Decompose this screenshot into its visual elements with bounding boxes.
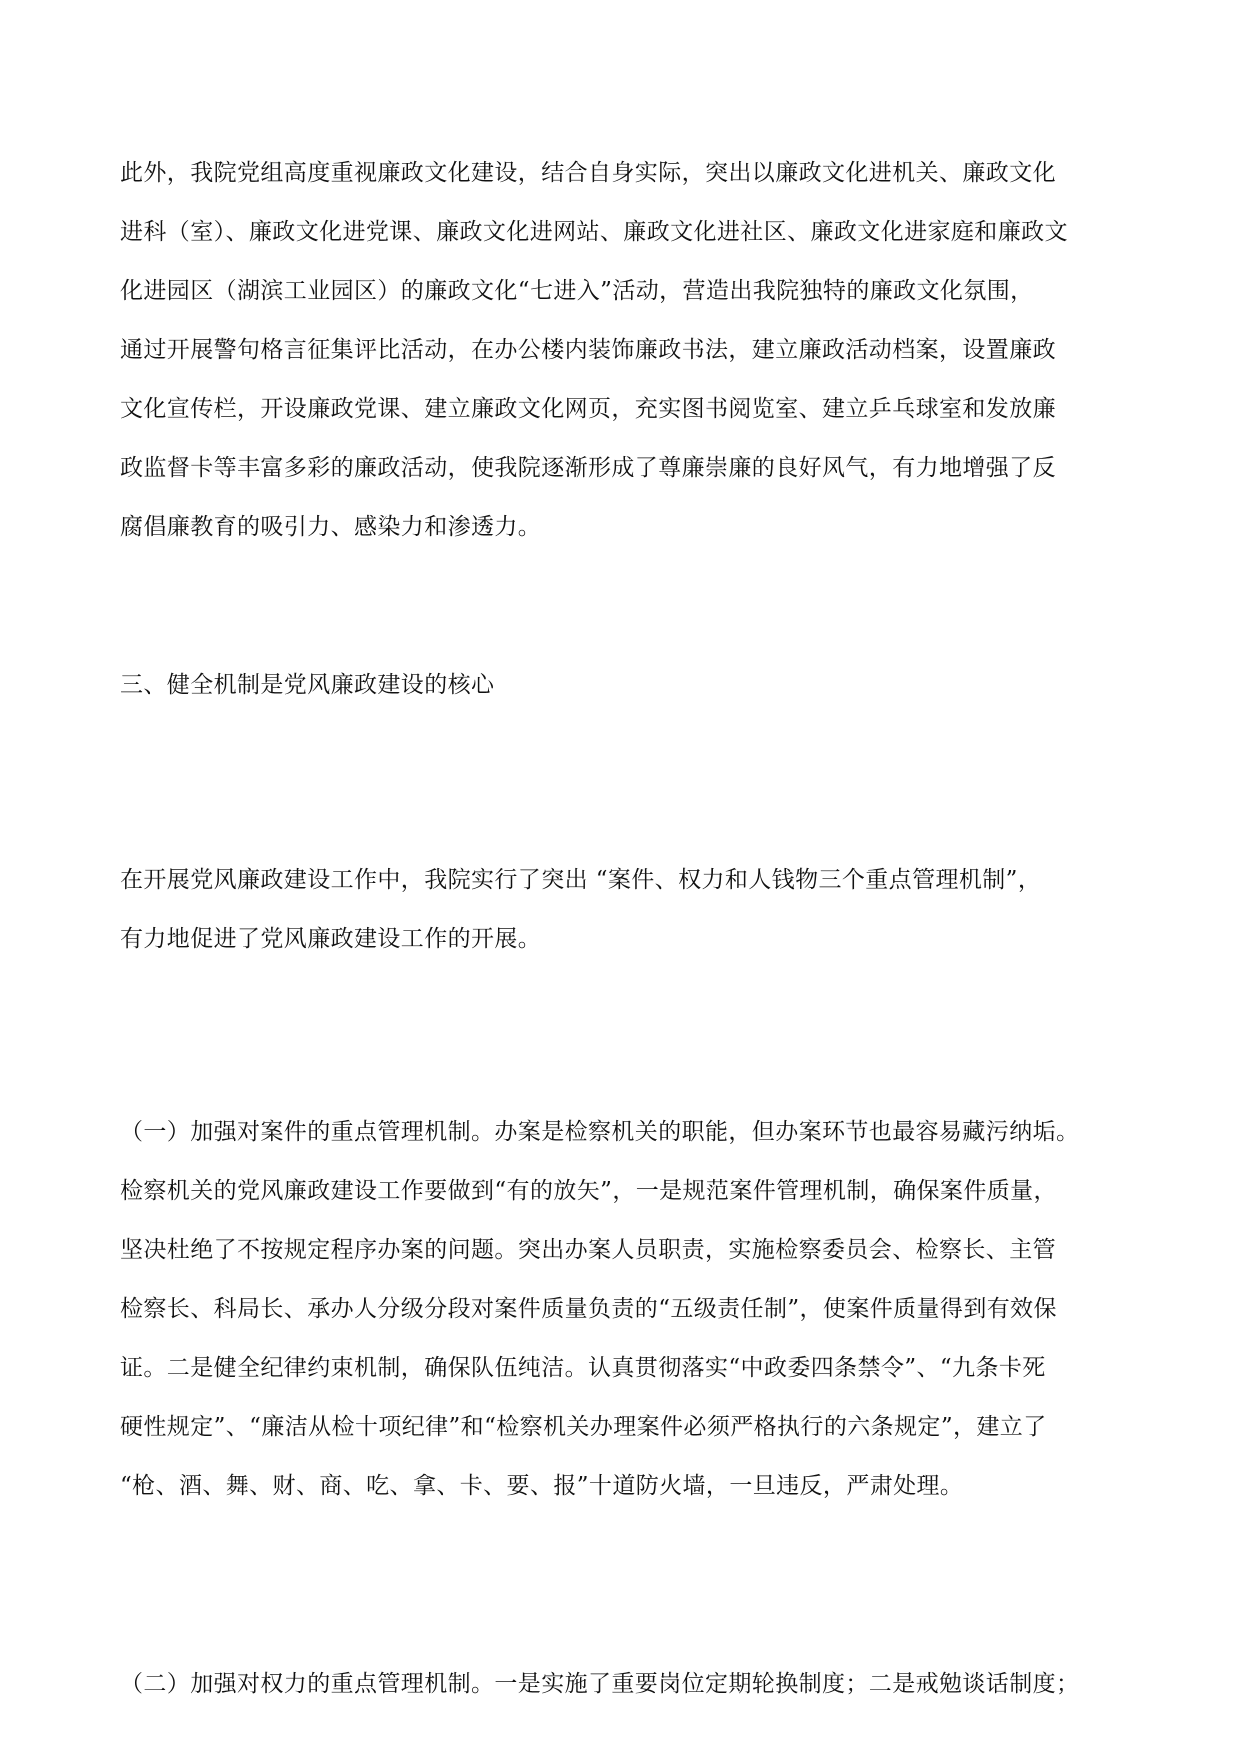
text-line: 硬性规定”、“廉洁从检十项纪律”和“检察机关办理案件必须严格执行的六条规定”，建立了 — [120, 1414, 1047, 1440]
text-line: 通过开展警句格言征集评比活动，在办公楼内装饰廉政书法，建立廉政活动档案，设置廉政 — [120, 337, 1056, 363]
text-line: （二）加强对权力的重点管理机制。一是实施了重要岗位定期轮换制度；二是戒勉谈话制度； — [120, 1671, 1080, 1697]
text-line: 检察机关的党风廉政建设工作要做到“有的放矢”，一是规范案件管理机制，确保案件质量， — [120, 1178, 1057, 1204]
text-line: （一）加强对案件的重点管理机制。办案是检察机关的职能，但办案环节也最容易藏污纳垢。 — [120, 1119, 1080, 1145]
section-heading: 三、健全机制是党风廉政建设的核心 — [120, 672, 495, 698]
text-line: 文化宣传栏，开设廉政党课、建立廉政文化网页，充实图书阅览室、建立乒乓球室和发放廉 — [120, 396, 1056, 422]
text-line: 进科（室）、廉政文化进党课、廉政文化进网站、廉政文化进社区、廉政文化进家庭和廉政文 — [120, 219, 1068, 245]
text-line: 在开展党风廉政建设工作中，我院实行了突出 “案件、权力和人钱物三个重点管理机制”， — [120, 867, 1042, 893]
text-line: 有力地促进了党风廉政建设工作的开展。 — [120, 926, 542, 952]
text-line: 此外，我院党组高度重视廉政文化建设，结合自身实际，突出以廉政文化进机关、廉政文化 — [120, 160, 1056, 186]
text-line: 证。二是健全纪律约束机制，确保队伍纯洁。认真贯彻落实“中政委四条禁令”、“九条卡死 — [120, 1355, 1046, 1381]
text-line: 腐倡廉教育的吸引力、感染力和渗透力。 — [120, 514, 542, 540]
text-line: 化进园区（湖滨工业园区）的廉政文化“七进入”活动，营造出我院独特的廉政文化氛围， — [120, 278, 1034, 304]
text-line: “枪、酒、舞、财、商、吃、拿、卡、要、报”十道防火墙，一旦违反，严肃处理。 — [120, 1473, 964, 1499]
text-line: 检察长、科局长、承办人分级分段对案件质量负责的“五级责任制”，使案件质量得到有效保 — [120, 1296, 1057, 1322]
text-line: 政监督卡等丰富多彩的廉政活动，使我院逐渐形成了尊廉崇廉的良好风气，有力地增强了反 — [120, 455, 1056, 481]
text-line: 坚决杜绝了不按规定程序办案的问题。突出办案人员职责，实施检察委员会、检察长、主管 — [120, 1237, 1056, 1263]
